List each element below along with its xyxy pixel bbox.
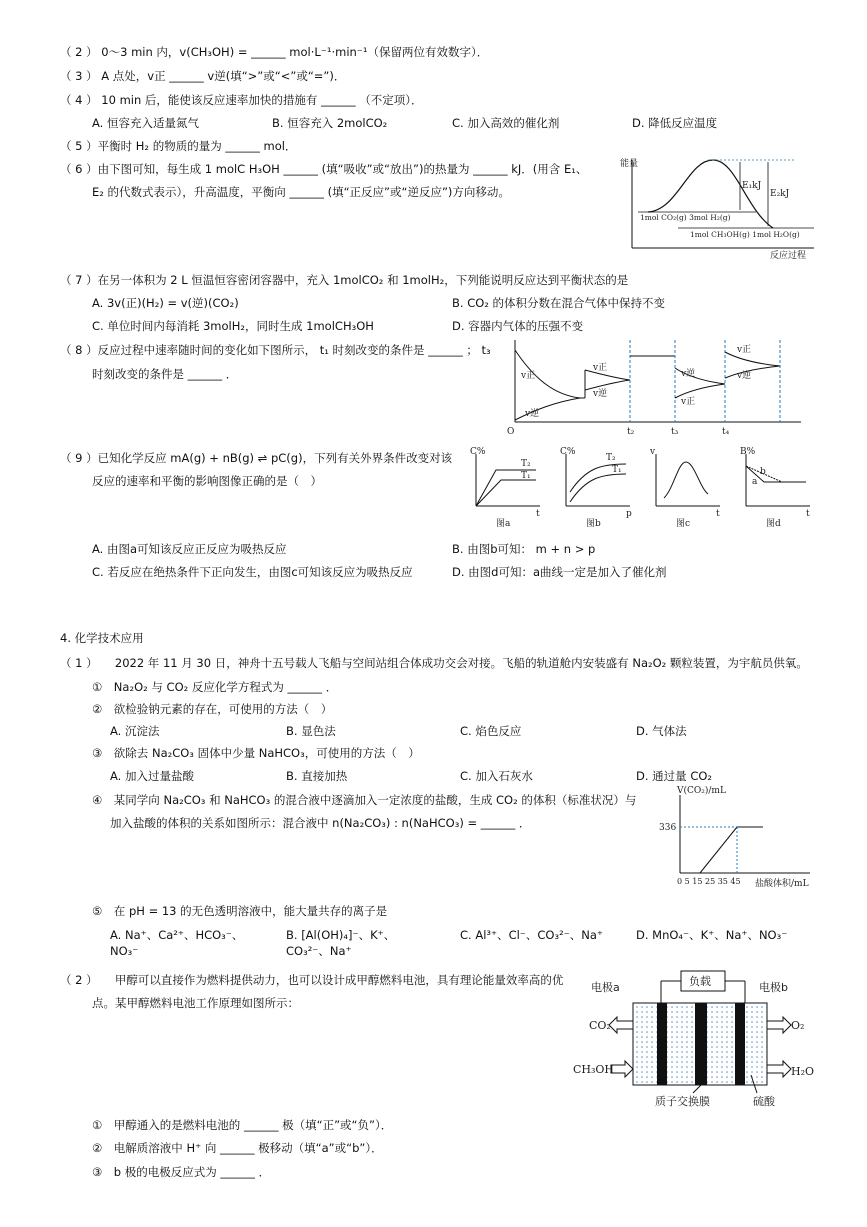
q4-option-c[interactable]: C. 加入高效的催化剂	[452, 116, 560, 130]
s4-q1-5-option-b[interactable]: B. [Al(OH)₄]⁻、K⁺、CO₃²⁻、Na⁺	[286, 928, 396, 958]
fig-b-ylabel: C%	[560, 447, 576, 457]
energy-products-label: 1mol CH₃OH(g) 1mol H₂O(g)	[690, 230, 800, 239]
s4-q2-2: ② 电解质溶液中 H⁺ 向 ______ 极移动（填“a”或“b”）．	[92, 1141, 383, 1155]
fig-c-ylabel: v	[650, 447, 656, 457]
s4-q1-5-option-c[interactable]: C. Al³⁺、Cl⁻、CO₃²⁻、Na⁺	[460, 928, 603, 942]
fig-a-curve2: T₁	[521, 471, 531, 481]
q9-option-a[interactable]: A. 由图a可知该反应正反应为吸热反应	[92, 542, 287, 556]
q9-figure-c	[646, 448, 726, 528]
s4-q1-line: （ 1 ） 2022 年 11 月 30 日，神舟十五号载人飞船与空间站组合体成功交会对接。飞船的轨道舱内安装盛有 Na₂O₂ 颗粒装置，为宇航员供氧。	[60, 656, 808, 670]
cell-co2-label: CO₂	[589, 1019, 611, 1032]
fig-b-xlabel: p	[626, 509, 632, 519]
rate-t3: t₃	[671, 427, 679, 437]
cell-electrode-b: 电极b	[759, 981, 788, 994]
q4-option-d[interactable]: D. 降低反应温度	[632, 116, 718, 130]
rate-label-v-neg-3: v逆	[681, 369, 696, 379]
s4-q1-5-option-d[interactable]: D. MnO₄⁻、K⁺、Na⁺、NO₃⁻	[636, 928, 788, 942]
q7-line: （ 7 ）在另一体积为 2 L 恒温恒容密闭容器中，充入 1molCO₂ 和 1molH₂，下列能说明反应达到平衡状态的是	[60, 273, 629, 287]
s4-q1-3-option-d[interactable]: D. 通过量 CO₂	[636, 769, 713, 783]
fig-a-ylabel: C%	[470, 447, 486, 457]
co2-yvalue: 336	[659, 823, 677, 833]
s4-q1-1: ① Na₂O₂ 与 CO₂ 反应化学方程式为 ______ ．	[92, 680, 338, 694]
rate-label-v-neg-4: v逆	[737, 371, 752, 381]
s4-q1-4-line-2: 加入盐酸的体积的关系如图所示：混合液中 n(Na₂CO₃) : n(NaHCO₃) = ______ ．	[110, 816, 531, 830]
cell-acid-label: 硫酸	[753, 1095, 775, 1108]
fig-a-curve1: T₂	[521, 459, 531, 469]
fig-d-xlabel: t	[806, 509, 810, 519]
energy-e1-label: E₁kJ	[742, 181, 762, 191]
rate-origin: O	[507, 427, 515, 437]
q7-option-b[interactable]: B. CO₂ 的体积分数在混合气体中保持不变	[452, 296, 666, 310]
q8-line-2: 时刻改变的条件是 ______ ．	[92, 367, 238, 381]
q3-line: （ 3 ） A 点处，v正 ______ v逆(填“>”或“<”或“=”)．	[60, 69, 346, 83]
s4-q1-4-line-1: ④ 某同学向 Na₂CO₃ 和 NaHCO₃ 的混合液中逐滴加入一定浓度的盐酸，生成 CO₂ 的体积（标准状况）与	[92, 793, 637, 807]
s4-q1-3-option-a[interactable]: A. 加入过量盐酸	[110, 769, 194, 783]
cell-membrane-label: 质子交换膜	[655, 1095, 710, 1108]
s4-q1-3-option-c[interactable]: C. 加入石灰水	[460, 769, 533, 783]
energy-e2-label: E₂kJ	[770, 189, 790, 199]
cell-o2-label: O₂	[791, 1019, 805, 1032]
fig-d-caption: 图d	[766, 519, 781, 529]
s4-q1-2-option-c[interactable]: C. 焰色反应	[460, 724, 522, 738]
q9-line-2: 反应的速率和平衡的影响图像正确的是（ ）	[92, 474, 322, 488]
fig-c-xlabel: t	[716, 509, 720, 519]
rate-t2: t₂	[627, 427, 635, 437]
q8-line-1: （ 8 ）反应过程中速率随时间的变化如下图所示， t₁ 时刻改变的条件是 ______ ； t₃	[60, 343, 491, 357]
s4-q1-3-option-b[interactable]: B. 直接加热	[286, 769, 348, 783]
fig-d-curve2: a	[752, 477, 758, 487]
q4-option-b[interactable]: B. 恒容充入 2molCO₂	[272, 116, 388, 130]
rate-label-v-pos-4: v正	[737, 345, 752, 355]
q7-option-c[interactable]: C. 单位时间内每消耗 3molH₂，同时生成 1molCH₃OH	[92, 319, 374, 333]
fig-a-xlabel: t	[536, 509, 540, 519]
q7-option-d[interactable]: D. 容器内气体的压强不变	[452, 319, 584, 333]
rate-label-v-neg-1: v逆	[525, 409, 540, 419]
cell-load-label: 负载	[689, 975, 711, 988]
co2-ylabel: V(CO₂)/mL	[677, 786, 726, 796]
rate-label-v-pos-1: v正	[521, 371, 536, 381]
section-4-title: 4. 化学技术应用	[60, 631, 144, 645]
q9-option-b[interactable]: B. 由图b可知： m + n > p	[452, 542, 596, 556]
q9-figure-d	[736, 448, 816, 528]
s4-q2-line-2: 点。某甲醇燃料电池工作原理如图所示：	[92, 996, 299, 1010]
s4-q1-2-option-b[interactable]: B. 显色法	[286, 724, 336, 738]
q9-option-d[interactable]: D. 由图d可知：a曲线一定是加入了催化剂	[452, 565, 667, 579]
cell-h2o-label: H₂O	[791, 1065, 815, 1078]
q2-line: （ 2 ） 0～3 min 内，v(CH₃OH) = ______ mol·L⁻¹·min⁻¹（保留两位有效数字）．	[60, 45, 489, 59]
rate-label-v-pos-3: v正	[681, 397, 696, 407]
fig-d-ylabel: B%	[740, 447, 756, 457]
rate-label-v-neg-2: v逆	[593, 389, 608, 399]
energy-xlabel: 反应过程	[770, 251, 807, 261]
s4-q2-3: ③ b 极的电极反应式为 ______ ．	[92, 1165, 271, 1179]
cell-electrode-a: 电极a	[591, 981, 620, 994]
fig-b-curve2: T₁	[612, 465, 622, 475]
fig-b-curve1: T₂	[606, 453, 616, 463]
q9-figure-a	[466, 448, 546, 528]
energy-diagram	[618, 150, 818, 260]
s4-q1-3: ③ 欲除去 Na₂CO₃ 固体中少量 NaHCO₃，可使用的方法（ ）	[92, 746, 420, 760]
s4-q1-2-option-d[interactable]: D. 气体法	[636, 724, 687, 738]
q6-line-1: （ 6 ）由下图可知，每生成 1 molC H₃OH ______ (填“吸收”或“放出”)的热量为 ______ kJ．(用含 E₁、	[60, 162, 588, 176]
rate-t4: t₄	[722, 427, 730, 437]
q5-line: （ 5 ）平衡时 H₂ 的物质的量为 ______ mol．	[60, 139, 297, 153]
q9-figure-b	[556, 448, 636, 528]
q4-option-a[interactable]: A. 恒容充入适量氮气	[92, 116, 199, 130]
s4-q1-5: ⑤ 在 pH = 13 的无色透明溶液中，能大量共存的离子是	[92, 904, 388, 918]
q6-line-2: E₂ 的代数式表示），升高温度，平衡向 ______ (填“正反应”或“逆反应”)方向移动。	[92, 185, 510, 199]
cell-ch3oh-label: CH₃OH	[573, 1063, 615, 1076]
fig-a-caption: 图a	[496, 519, 511, 529]
rate-time-figure	[505, 340, 805, 440]
q9-option-c[interactable]: C. 若反应在绝热条件下正向发生，由图c可知该反应为吸热反应	[92, 565, 413, 579]
s4-q1-5-option-a[interactable]: A. Na⁺、Ca²⁺、HCO₃⁻、NO₃⁻	[110, 928, 244, 958]
s4-q2-line-1: （ 2 ） 甲醇可以直接作为燃料提供动力，也可以设计成甲醇燃料电池，具有理论能量效率高的优	[60, 973, 564, 987]
fuel-cell-figure	[573, 965, 815, 1110]
rate-label-v-pos-2: v正	[593, 363, 608, 373]
q4-line: （ 4 ） 10 min 后，能使该反应速率加快的措施有 ______ （不定项）．	[60, 93, 423, 107]
fig-c-caption: 图c	[676, 519, 691, 529]
s4-q1-2-option-a[interactable]: A. 沉淀法	[110, 724, 160, 738]
q9-line-1: （ 9 ）已知化学反应 mA(g) + nB(g) ⇌ pC(g)，下列有关外界条件改变对该	[60, 451, 453, 465]
q7-option-a[interactable]: A. 3v(正)(H₂) = v(逆)(CO₂)	[92, 296, 239, 310]
energy-ylabel: 能量	[620, 159, 639, 169]
co2-xlabel: 盐酸体积/mL	[755, 879, 809, 889]
co2-volume-figure	[655, 785, 815, 890]
s4-q1-2: ② 欲检验钠元素的存在，可使用的方法（ ）	[92, 702, 333, 716]
fig-b-caption: 图b	[586, 519, 601, 529]
co2-xticks: 0 5 15 25 35 45	[677, 877, 741, 886]
s4-q2-1: ① 甲醇通入的是燃料电池的 ______ 极（填“正”或“负”）．	[92, 1118, 393, 1132]
energy-reactants-label: 1mol CO₂(g) 3mol H₂(g)	[640, 213, 731, 222]
fig-d-curve1: b	[760, 467, 766, 477]
